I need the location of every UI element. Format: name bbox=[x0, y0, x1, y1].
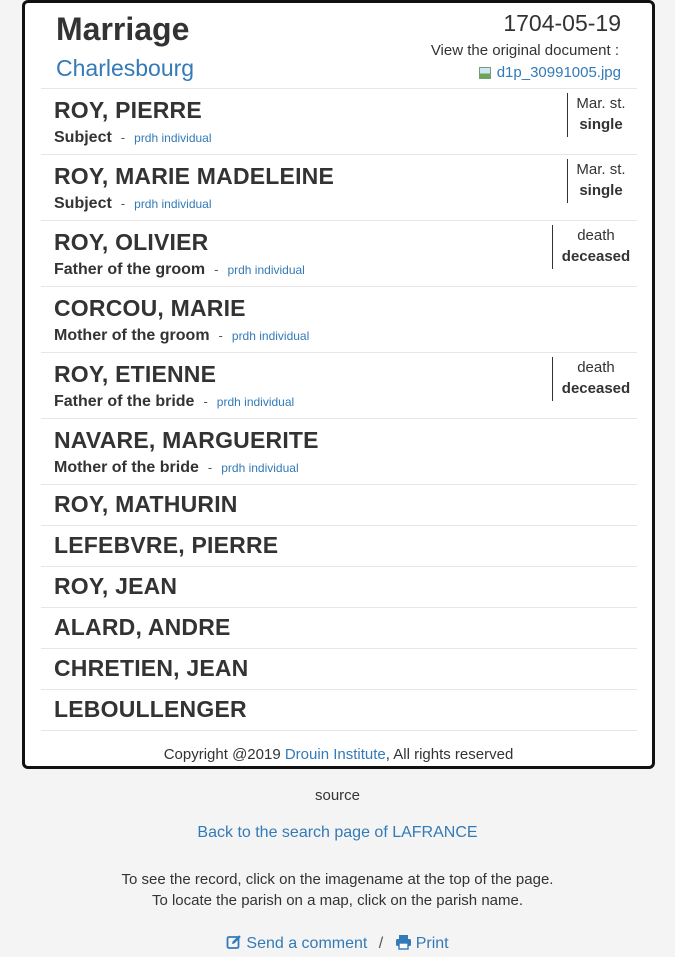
view-original-label: View the original document : bbox=[430, 42, 619, 59]
record-card bbox=[22, 0, 655, 769]
status-value: deceased bbox=[561, 380, 631, 397]
record-header bbox=[25, 3, 652, 88]
person-name: ROY, JEAN bbox=[54, 573, 178, 599]
person-row bbox=[41, 690, 637, 731]
back-link-row bbox=[0, 824, 675, 842]
status-value: single bbox=[579, 182, 623, 199]
person-name: ROY, ETIENNE bbox=[54, 361, 217, 387]
person-row bbox=[41, 353, 637, 419]
role-separator: - bbox=[214, 262, 219, 277]
print-label: Print bbox=[415, 935, 449, 952]
person-role-line bbox=[54, 327, 309, 345]
copyright bbox=[25, 746, 652, 763]
record-date: 1704-05-19 bbox=[503, 10, 621, 36]
person-row bbox=[41, 155, 637, 221]
prdh-individual-link[interactable]: prdh individual bbox=[231, 329, 310, 343]
person-row bbox=[41, 567, 637, 608]
record-title: Marriage bbox=[56, 11, 190, 47]
status-label: Mar. st. bbox=[576, 95, 626, 112]
person-name: ALARD, ANDRE bbox=[54, 614, 231, 640]
person-row bbox=[41, 89, 637, 155]
person-role: Mother of the bride bbox=[54, 459, 199, 476]
role-separator: - bbox=[207, 460, 213, 475]
source-label: source bbox=[314, 787, 361, 804]
actions-row bbox=[0, 934, 675, 953]
person-name: ROY, MARIE MADELEINE bbox=[54, 163, 335, 189]
person-name: ROY, OLIVIER bbox=[54, 229, 209, 255]
status-label: death bbox=[577, 227, 615, 244]
person-row bbox=[41, 485, 637, 526]
person-row bbox=[41, 649, 637, 690]
parish-link[interactable]: Charlesbourg bbox=[56, 55, 195, 81]
copyright-prefix: Copyright @2019 bbox=[163, 746, 281, 763]
person-name: ROY, MATHURIN bbox=[54, 491, 238, 517]
send-comment-link[interactable] bbox=[226, 935, 371, 952]
person-row bbox=[41, 419, 637, 485]
person-role-line bbox=[54, 261, 305, 279]
copyright-suffix: , All rights reserved bbox=[385, 746, 514, 763]
person-name: NAVARE, MARGUERITE bbox=[54, 427, 319, 453]
status-value: deceased bbox=[561, 248, 631, 265]
person-row bbox=[41, 287, 637, 353]
prdh-individual-link[interactable]: prdh individual bbox=[134, 131, 212, 145]
printer-icon bbox=[395, 934, 412, 950]
instruction-parish: To locate the parish on a map, click on the parish name. bbox=[151, 892, 524, 909]
edit-icon bbox=[226, 934, 242, 950]
person-role: Father of the groom bbox=[54, 261, 206, 278]
person-name: LEFEBVRE, PIERRE bbox=[54, 532, 279, 558]
image-file-icon bbox=[479, 67, 491, 79]
status-value: single bbox=[579, 116, 623, 133]
person-role: Subject bbox=[54, 195, 112, 212]
person-status bbox=[552, 225, 634, 269]
drouin-institute-link[interactable]: Drouin Institute bbox=[284, 746, 386, 763]
prdh-individual-link[interactable]: prdh individual bbox=[221, 461, 299, 475]
person-role: Subject bbox=[54, 129, 112, 146]
instruction-record: To see the record, click on the imagename at the top of the page. bbox=[121, 871, 554, 888]
person-name: LEBOULLENGER bbox=[54, 696, 247, 722]
person-name: CORCOU, MARIE bbox=[54, 295, 246, 321]
prdh-individual-link[interactable]: prdh individual bbox=[134, 197, 212, 211]
role-separator: - bbox=[120, 196, 126, 211]
print-link[interactable] bbox=[395, 935, 449, 952]
person-name: CHRETIEN, JEAN bbox=[54, 655, 249, 681]
image-name: d1p_30991005.jpg bbox=[496, 64, 621, 81]
person-status bbox=[567, 159, 629, 203]
people-list bbox=[41, 88, 637, 731]
action-divider: / bbox=[378, 935, 384, 952]
person-row bbox=[41, 221, 637, 287]
role-separator: - bbox=[120, 130, 126, 145]
back-to-search-link[interactable]: Back to the search page of LAFRANCE bbox=[197, 824, 478, 841]
role-separator: - bbox=[218, 328, 223, 343]
person-status bbox=[567, 93, 629, 137]
send-comment-label: Send a comment bbox=[246, 935, 368, 952]
person-role: Mother of the groom bbox=[54, 327, 210, 344]
status-label: Mar. st. bbox=[576, 161, 626, 178]
person-role-line bbox=[54, 129, 212, 147]
person-row bbox=[41, 526, 637, 567]
instructions bbox=[0, 869, 675, 911]
person-status bbox=[552, 357, 634, 401]
person-name: ROY, PIERRE bbox=[54, 97, 202, 123]
prdh-individual-link[interactable]: prdh individual bbox=[216, 395, 295, 409]
status-label: death bbox=[577, 359, 615, 376]
person-role-line bbox=[54, 459, 299, 477]
person-role-line bbox=[54, 393, 294, 411]
role-separator: - bbox=[203, 394, 208, 409]
prdh-individual-link[interactable]: prdh individual bbox=[227, 263, 305, 277]
person-role-line bbox=[54, 195, 212, 213]
image-link[interactable] bbox=[479, 64, 621, 81]
person-row bbox=[41, 608, 637, 649]
person-role: Father of the bride bbox=[54, 393, 195, 410]
